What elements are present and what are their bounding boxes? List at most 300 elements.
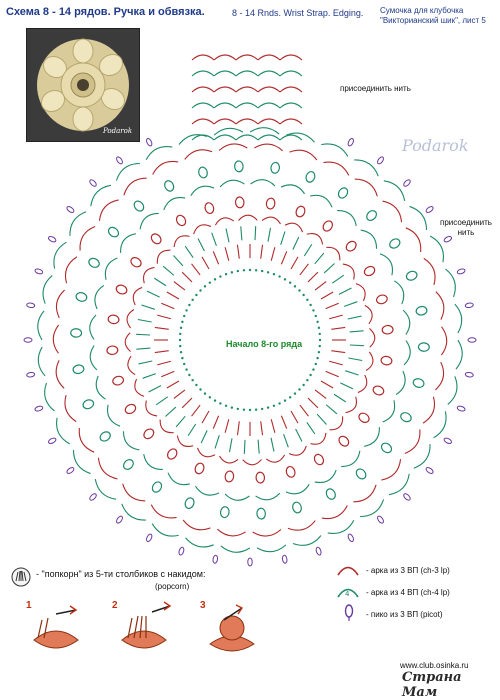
stitch-mark [350,331,364,332]
arch-mark [250,128,279,134]
arch-mark [354,160,378,176]
popcorn-mark [363,265,377,278]
popcorn-mark [375,294,388,305]
arch-mark [383,400,395,422]
strap-arch-mark [258,71,280,76]
arch-mark [157,250,170,264]
picot-mark [145,138,153,147]
start-ring-stitch [179,333,181,335]
arch-mark [221,546,250,552]
stitch-mark [334,394,346,402]
start-ring-stitch [289,396,291,398]
arch-mark [356,284,365,301]
stitch-mark [321,381,333,388]
stitch-mark [258,440,259,454]
arch-mark [455,304,462,333]
stitch-mark [215,435,219,448]
stitch-mark [315,390,326,399]
stitch-mark [174,282,185,291]
site-url: www.club.osinka.ru [400,661,469,670]
start-ring-stitch [309,304,311,306]
stitch-mark [139,361,153,364]
arch-mark [121,234,136,253]
arch-mark [90,315,96,339]
start-ring-stitch [214,278,216,280]
start-ring-stitch [273,405,275,407]
arch-mark [168,473,190,485]
popcorn-steps-drawing [26,600,266,660]
popcorn-mark [388,237,402,250]
stitch-mark [345,371,358,375]
popcorn-steps [26,600,266,665]
start-ring-stitch [209,396,211,398]
arch-mark [215,218,233,225]
picot-mark [376,156,384,165]
arch-mark [346,397,357,413]
stitch-mark [339,288,351,294]
start-ring-stitch [183,363,185,365]
arch-mark [217,529,245,536]
arch-mark [436,292,444,320]
strap-arch-mark [192,55,214,60]
start-ring-stitch [204,285,206,287]
popcorn-mark [415,306,427,316]
strap-arch-mark [236,71,258,76]
arch-mark [290,150,317,160]
arch-mark [80,226,95,250]
stitch-mark [244,440,245,454]
arch-mark [384,181,405,201]
popcorn-mark [337,434,351,448]
stitch-mark [284,434,289,447]
stitch-mark [304,244,312,256]
start-ring-stitch [225,273,227,275]
stitch-mark [185,246,193,258]
popcorn-mark [142,427,156,441]
arch-mark [448,376,457,404]
arch-mark [403,310,410,334]
arch-mark [293,536,321,546]
start-ring-stitch [284,278,286,280]
arch-mark [330,416,343,430]
strap-arch-mark [192,103,214,108]
strap-arch-mark [236,135,258,140]
start-ring-stitch [302,384,304,386]
popcorn-icon [10,566,32,588]
strap-arch-mark [214,135,236,140]
stitch-mark [268,228,271,242]
start-ring-stitch [284,399,286,401]
stitch-mark [174,255,183,265]
stitch-mark [136,334,150,335]
popcorn-mark [380,441,394,454]
start-round-label: Начало 8-го ряда [226,339,303,349]
arch-mark [133,287,142,305]
arch-mark [406,228,421,252]
stitch-mark [329,315,343,319]
start-ring-stitch [237,270,239,272]
arch-mark [144,267,155,283]
diagram-subtitle-en: 8 - 14 Rnds. Wrist Strap. Edging. [232,8,364,18]
picot-mark [34,405,43,412]
stitch-mark [331,351,345,353]
stitch-mark [324,264,334,273]
start-ring-stitch [261,270,263,272]
arch-mark [286,484,309,493]
start-ring-stitch [312,309,314,311]
picot-mark [468,338,476,342]
start-ring-stitch [214,399,216,401]
popcorn-mark [266,198,276,210]
start-ring-stitch [267,271,269,273]
strap-arch-mark [236,55,258,60]
arch-mark [328,520,354,533]
popcorn-mark [412,378,425,389]
picot-mark [425,205,434,213]
arch-mark [90,346,97,370]
stitch-mark [261,245,263,259]
popcorn-mark [295,205,307,218]
stitch-mark [161,303,174,308]
start-ring-stitch [319,345,321,347]
popcorn-mark [337,186,350,200]
start-ring-stitch [298,289,300,291]
arch-mark [285,223,303,232]
popcorn-mark [129,256,143,269]
start-ring-stitch [191,379,193,381]
arch-mark [177,436,193,447]
arch-mark [251,180,275,186]
stitch-mark [157,361,171,365]
start-ring-stitch [273,273,275,275]
arch-mark [195,486,219,495]
stitch-mark [308,398,318,408]
arch-mark [99,200,118,221]
popcorn-mark [354,467,367,481]
stitch-mark [154,278,166,286]
popcorn-mark [98,430,112,443]
arch-mark [144,454,163,469]
popcorn-mark [166,447,179,461]
picot-mark [347,138,355,147]
start-ring-stitch [312,368,314,370]
stitch-mark [321,292,333,299]
popcorn-mark [107,346,118,355]
popcorn-mark [82,398,95,410]
popcorn-mark [124,403,138,416]
start-ring-stitch [199,289,201,291]
start-ring-stitch [181,357,183,359]
arch-mark [123,431,139,450]
picot-mark [48,437,57,445]
join-yarn-label-2-line2: нить [457,228,475,237]
popcorn-mark [71,329,82,338]
arch-mark [321,144,347,157]
arch-mark [122,504,146,520]
start-ring-stitch [225,405,227,407]
stitch-mark [331,327,345,329]
popcorn-mark [399,411,412,423]
start-ring-stitch [219,275,221,277]
arch-mark [405,429,420,453]
arch-mark [53,325,58,353]
arch-mark [220,180,244,187]
strap-arch-mark [214,87,236,92]
popcorn-mark [313,453,326,467]
arch-mark [65,257,76,283]
watermark: Podarok [402,136,469,155]
popcorn-mark [380,356,392,366]
arch-mark [322,506,347,519]
picot-mark [248,558,252,566]
strap-arch-mark [258,87,280,92]
join-yarn-label-1: присоединить нить [340,84,411,93]
picot-mark [66,466,75,474]
arch-mark [256,493,280,500]
arch-mark [43,276,52,304]
picot-mark [465,302,474,308]
stitch-mark [155,327,169,329]
arch-mark [409,206,426,229]
strap-arch-mark [214,55,236,60]
popcorn-mark [108,314,120,324]
stitch-mark [293,237,299,250]
join-yarn-label-2 [440,218,492,238]
stitch-mark [192,264,201,275]
start-ring-stitch [188,304,190,306]
picot-mark [457,405,466,412]
picot-mark [315,547,322,556]
arch-mark [266,455,284,462]
popcorn-mark [257,508,266,519]
arch-mark [70,212,86,236]
stitch-mark [226,229,229,243]
stitch-mark [350,345,364,346]
arch-mark [310,195,332,207]
start-ring-stitch [306,299,308,301]
stitch-mark [281,231,285,244]
arch-mark [151,505,176,518]
strap-arch-mark [214,119,236,124]
stitch-mark [202,257,209,269]
stitch-mark [326,303,339,308]
stitch-mark [300,405,309,416]
arch-mark [38,347,45,376]
popcorn-mark [372,385,385,397]
stitch-mark [212,233,217,246]
picot-mark [145,533,153,542]
stitch-mark [271,247,275,261]
stitch-mark [167,292,179,299]
arch-mark [307,234,323,245]
start-ring-stitch [316,321,318,323]
strap-arch-mark [280,55,302,60]
arch-mark [262,217,281,224]
stitch-mark [225,247,229,261]
stitch-mark [326,371,339,376]
arch-mark [310,433,325,444]
stitch-mark [157,315,171,319]
stitch-mark [167,381,179,388]
start-ring-stitch [188,374,190,376]
popcorn-mark [344,239,358,253]
start-ring-stitch [185,309,187,311]
stitch-mark [340,383,353,389]
start-ring-stitch [183,315,185,317]
start-ring-stitch [267,406,269,408]
stitch-mark [255,226,256,240]
arch-mark [369,328,374,347]
picot-mark [115,156,123,165]
stitch-mark [281,416,286,429]
arch-mark [365,305,372,323]
stitch-mark [176,416,185,427]
picot-mark [376,515,384,524]
arch-mark [361,230,377,249]
arch-mark [326,247,340,260]
picot-mark [403,493,412,502]
popcorn-mark [87,257,100,269]
arch-mark [456,340,462,369]
arch-mark [56,290,64,318]
start-ring-stitch [294,392,296,394]
arch-mark [65,395,76,421]
arch-mark [381,459,400,480]
popcorn-mark [72,364,84,374]
strap-arch-mark [280,103,302,108]
picot-mark [26,372,35,378]
stitch-mark [182,398,192,408]
start-ring-stitch [231,406,233,408]
popcorn-mark [224,470,234,482]
stitch-mark [344,302,357,307]
start-ring-stitch [179,339,181,341]
stitch-mark [198,239,204,251]
arch-mark [197,448,215,457]
step-number-1: 1 [26,600,32,611]
picot-mark [212,555,218,564]
stitch-mark [348,358,362,361]
stitch-mark [307,422,315,434]
popcorn-mark [357,411,371,424]
stitch-mark [332,275,344,283]
arch-mark [194,225,211,234]
arch-mark [238,215,257,220]
start-ring-stitch [249,409,251,411]
arch-mark [95,479,116,499]
picot-mark [403,179,412,188]
arch-mark [366,352,373,371]
picot-icon [342,604,356,622]
popcorn-mark [75,292,88,303]
arch-mark [383,201,402,222]
popcorn-mark [163,179,175,192]
stitch-mark [213,416,218,429]
stitch-mark [261,421,263,435]
diagram-title: Схема 8 - 14 рядов. Ручка и обвязка. [6,6,205,18]
stitch-mark [281,251,286,264]
picot-mark [457,268,466,275]
popcorn-mark [382,325,393,334]
arch-mark [446,269,456,297]
svg-text:4: 4 [345,590,350,598]
arch-mark [38,311,44,340]
arch-mark [140,213,159,229]
popcorn-mark [405,270,418,282]
arch-mark [185,150,212,160]
stitch-mark [155,351,169,353]
arch-mark [56,360,64,388]
popcorn-mark [107,225,121,238]
start-ring-stitch [315,315,317,317]
popcorn-mark [112,375,125,386]
stitch-mark [237,421,239,435]
popcorn-mark [132,199,145,213]
strap-arch-mark [236,87,258,92]
start-ring-stitch [318,327,320,329]
start-ring-stitch [315,363,317,365]
picot-mark [89,179,98,188]
start-ring-stitch [278,275,280,277]
step-number-2: 2 [112,600,118,611]
popcorn-mark [285,465,296,478]
stitch-mark [225,419,229,433]
stitch-mark [329,361,343,365]
arch-mark [430,236,443,262]
arch-mark [441,327,446,355]
stitch-mark [308,272,318,282]
start-ring-stitch [209,281,211,283]
arch-mark [337,211,356,226]
start-ring-stitch [231,271,233,273]
start-ring-stitch [316,357,318,359]
step-3-illustration [210,605,254,651]
arch-mark [289,446,306,455]
popcorn-mark [197,166,208,179]
popcorn-mark [175,214,188,228]
popcorn-mark [149,232,163,246]
arch-mark [434,411,447,437]
arch-mark [95,285,104,309]
start-ring-stitch [180,351,182,353]
arch-mark [219,144,247,151]
stitch-mark [348,316,362,319]
arch-mark [360,499,383,516]
picot-mark [282,555,288,564]
site-brand: Страна Мам [402,670,462,700]
stitch-mark [147,291,160,297]
stitch-mark [202,411,209,423]
strap-arch-mark [280,87,302,92]
arch-mark [79,428,94,452]
popcorn-mark [292,501,303,514]
arch-mark [404,341,410,365]
popcorn-mark [115,284,128,296]
popcorn-mark [204,202,215,215]
stitch-mark [156,397,168,405]
popcorn-mark [325,487,337,500]
stitch-mark [326,405,337,414]
popcorn-mark [270,162,280,174]
stitch-mark [315,253,324,264]
popcorn-legend-en: (popcorn) [155,582,190,591]
arch-mark [125,333,130,352]
popcorn-mark [256,472,265,483]
start-ring-stitch [219,402,221,404]
arch-mark [353,485,376,502]
popcorn-mark [305,170,317,183]
picot-mark [425,466,434,474]
